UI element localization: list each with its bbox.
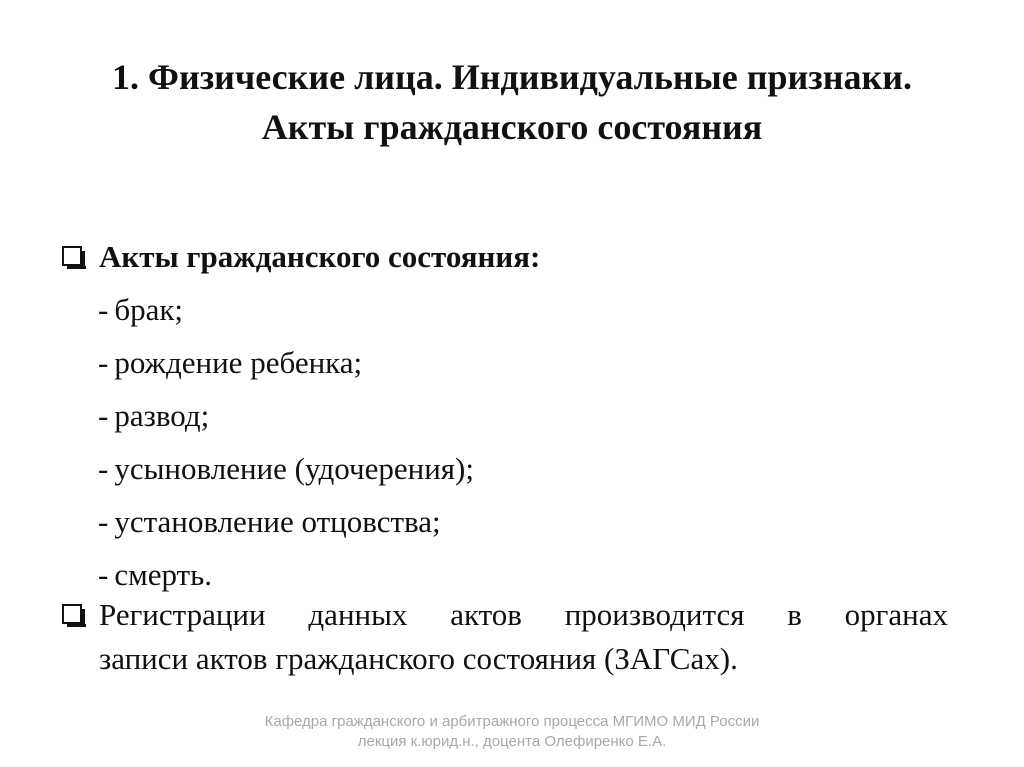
checkbox-icon <box>62 246 82 266</box>
list-item: - развод; <box>98 398 210 433</box>
slide-title-line1: 1. Физические лица. Индивидуальные признаки. <box>112 57 912 97</box>
footer <box>0 712 1024 752</box>
word: Регистрации <box>99 597 266 632</box>
checkbox-icon <box>62 604 82 624</box>
list-item-text: смерть. <box>114 557 212 592</box>
word: в <box>787 597 802 632</box>
footer-line1: Кафедра гражданского и арбитражного процесса МГИМО МИД России <box>264 713 760 730</box>
bullet-heading: Акты гражданского состояния: <box>99 239 541 274</box>
word: данных <box>308 597 408 632</box>
list-item-text: брак; <box>114 292 184 327</box>
list-item-text: усыновление (удочерения); <box>114 451 474 486</box>
list-item-text: развод; <box>114 398 210 433</box>
registration-paragraph <box>99 596 948 678</box>
list-item-text: рождение ребенка; <box>114 345 363 380</box>
slide-title-line2: Акты гражданского состояния <box>261 107 763 147</box>
word: актов <box>450 597 522 632</box>
word: производится <box>564 597 745 632</box>
acts-list <box>98 290 474 608</box>
list-item: - рождение ребенка; <box>98 345 363 380</box>
word: органах <box>844 597 948 632</box>
paragraph-line2: записи актов гражданского состояния (ЗАГСах). <box>99 641 738 676</box>
list-item: - смерть. <box>98 557 212 592</box>
list-item: - усыновление (удочерения); <box>98 451 474 486</box>
list-item-text: установление отцовства; <box>114 504 441 539</box>
paragraph-line1 <box>99 596 948 634</box>
slide-title <box>0 52 1024 152</box>
list-item: - установление отцовства; <box>98 504 441 539</box>
list-item: - брак; <box>98 292 184 327</box>
footer-line2: лекция к.юрид.н., доцента Олефиренко Е.А. <box>357 733 667 750</box>
